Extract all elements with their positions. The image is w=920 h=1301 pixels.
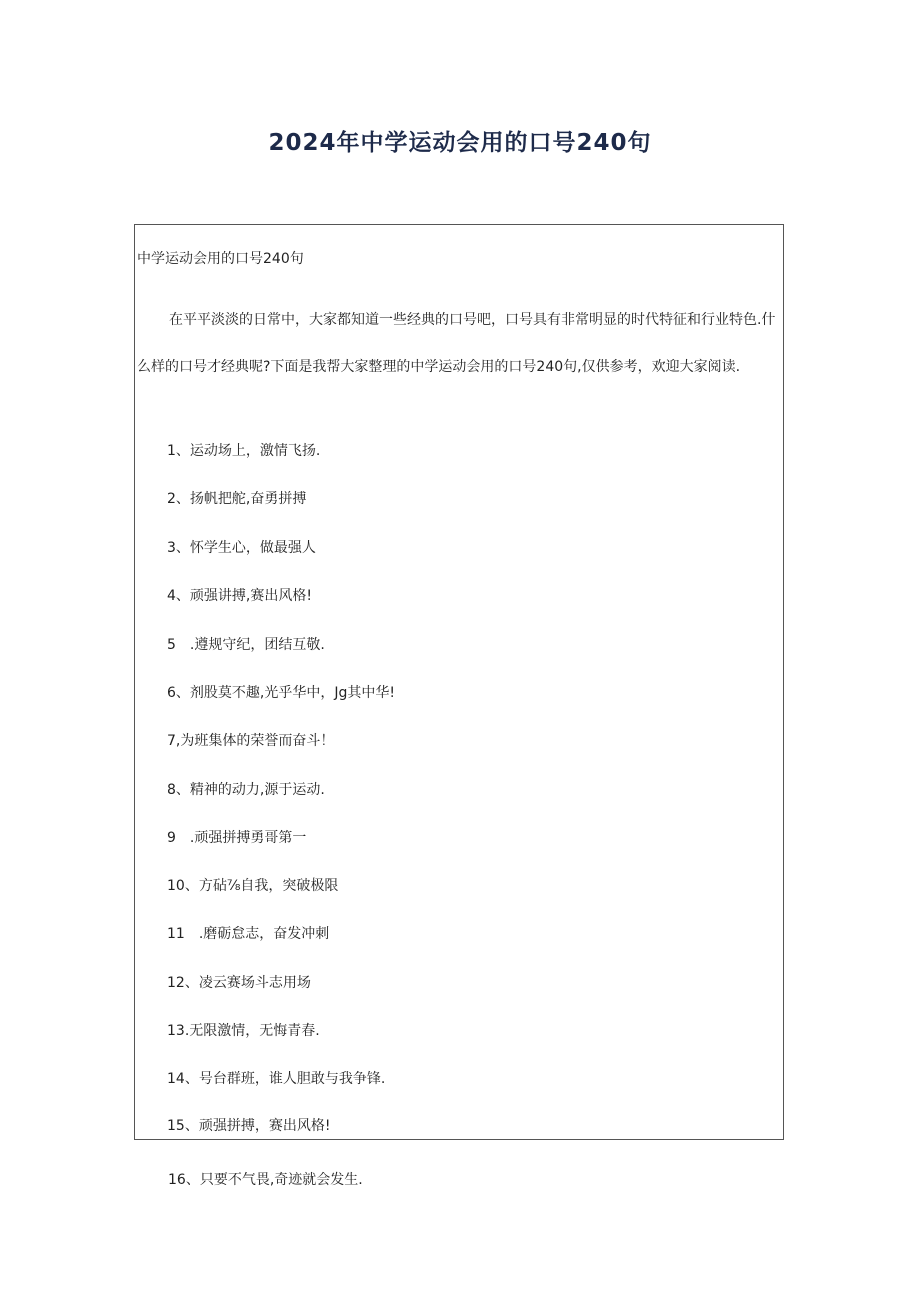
list-item: 6、剂股莫不趣,光乎华中，Jg其中华!: [167, 685, 395, 701]
list-item: 1、运动场上，激情飞扬.: [167, 443, 321, 459]
list-item: 3、怀学生心，做最强人: [167, 540, 316, 556]
box-heading: 中学运动会用的口号240句: [137, 251, 304, 267]
list-item: 10、方砧⅞自我，突破极限: [167, 878, 339, 894]
list-item: 2、扬帆把舵,奋勇拼搏: [167, 491, 307, 507]
list-item: 11 .磨砺怠志，奋发冲刺: [167, 926, 330, 942]
list-item: 14、号台群班，谁人胆敢与我争锋.: [167, 1071, 386, 1087]
list-item: 4、顽强讲搏,赛出风格!: [167, 588, 312, 604]
list-item: 7,为班集体的荣誉而奋斗！: [167, 733, 335, 749]
list-item: 8、精神的动力,源于运动.: [167, 782, 325, 798]
list-item: 5 .遵规守纪，团结互敬.: [167, 637, 325, 653]
list-item: 9 .顽强拼搏勇哥第一: [167, 830, 307, 846]
intro-paragraph: 在平平淡淡的日常中，大家都知道一些经典的口号吧，口号具有非常明显的时代特征和行业特色.什么样的口号才经典呢?下面是我帮大家整理的中学运动会用的口号240句,仅供参考，欢迎大家阅读.: [137, 312, 776, 375]
list-item: 15、顽强拼搏，赛出风格!: [167, 1118, 331, 1134]
list-item: 13.无限激情，无悔青春.: [167, 1023, 320, 1039]
list-item: 16、只要不气畏,奇迹就会发生.: [168, 1172, 363, 1188]
document-title: 2024年中学运动会用的口号240句: [268, 130, 652, 156]
list-item: 12、凌云赛场斗志用场: [167, 975, 311, 991]
content-box: [134, 224, 784, 1140]
